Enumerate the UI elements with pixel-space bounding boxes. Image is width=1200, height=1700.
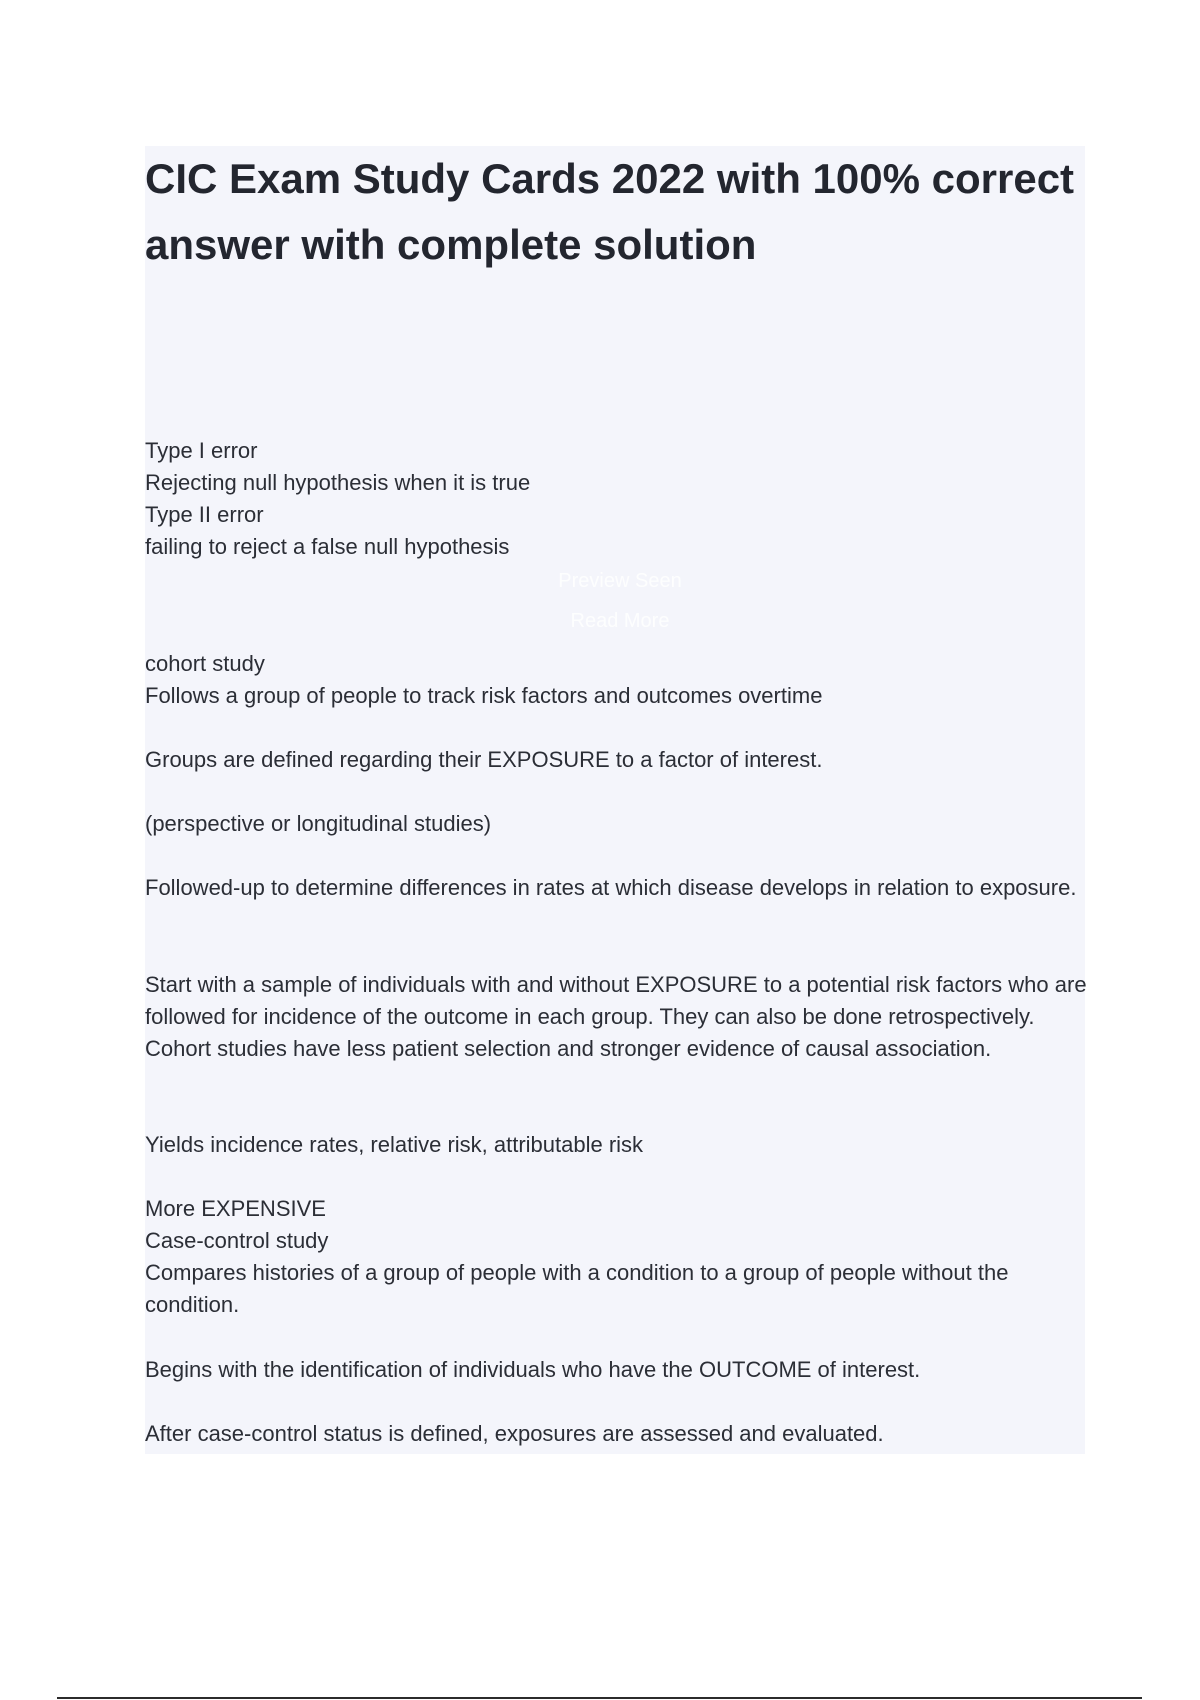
page-bottom-rule [57,1697,1142,1699]
cohort-study-card [145,648,1090,712]
card-term: Type I error [145,438,258,463]
type-i-error-card [145,435,1090,563]
card-term: cohort study [145,651,265,676]
paragraph: (perspective or longitudinal studies) [145,811,492,836]
card-definition: failing to reject a false null hypothesis [145,534,510,559]
read-more-watermark: Read More [570,610,670,632]
card-definition: Compares histories of a group of people with a condition to a group of people without the condition. [145,1260,1009,1317]
paragraph: Groups are defined regarding their EXPOSURE to a factor of interest. [145,747,823,772]
paragraph: Begins with the identification of individuals who have the OUTCOME of interest. [145,1357,921,1382]
document-title: CIC Exam Study Cards 2022 with 100% correct answer with complete solution [145,155,1075,268]
card-definition: Follows a group of people to track risk factors and outcomes overtime [145,683,823,708]
preview-watermark: Preview Seen [558,570,682,592]
card-term: Type II error [145,502,264,527]
card-term: Case-control study [145,1228,329,1253]
paragraph: Followed-up to determine differences in rates at which disease develops in relation to exposure. [145,875,1077,900]
paragraph: More EXPENSIVE [145,1196,326,1221]
paragraph: After case-control status is defined, exposures are assessed and evaluated. [145,1421,884,1446]
paragraph: Yields incidence rates, relative risk, attributable risk [145,1132,644,1157]
paragraph: Start with a sample of individuals with and without EXPOSURE to a potential risk factors who are followed for incidence of the outcome in each group. They can also be done retrospectively. Cohort studies have less patient selection and stronger evidence of causal association. [145,972,1087,1061]
card-definition: Rejecting null hypothesis when it is true [145,470,531,495]
case-control-card [145,1193,1090,1321]
